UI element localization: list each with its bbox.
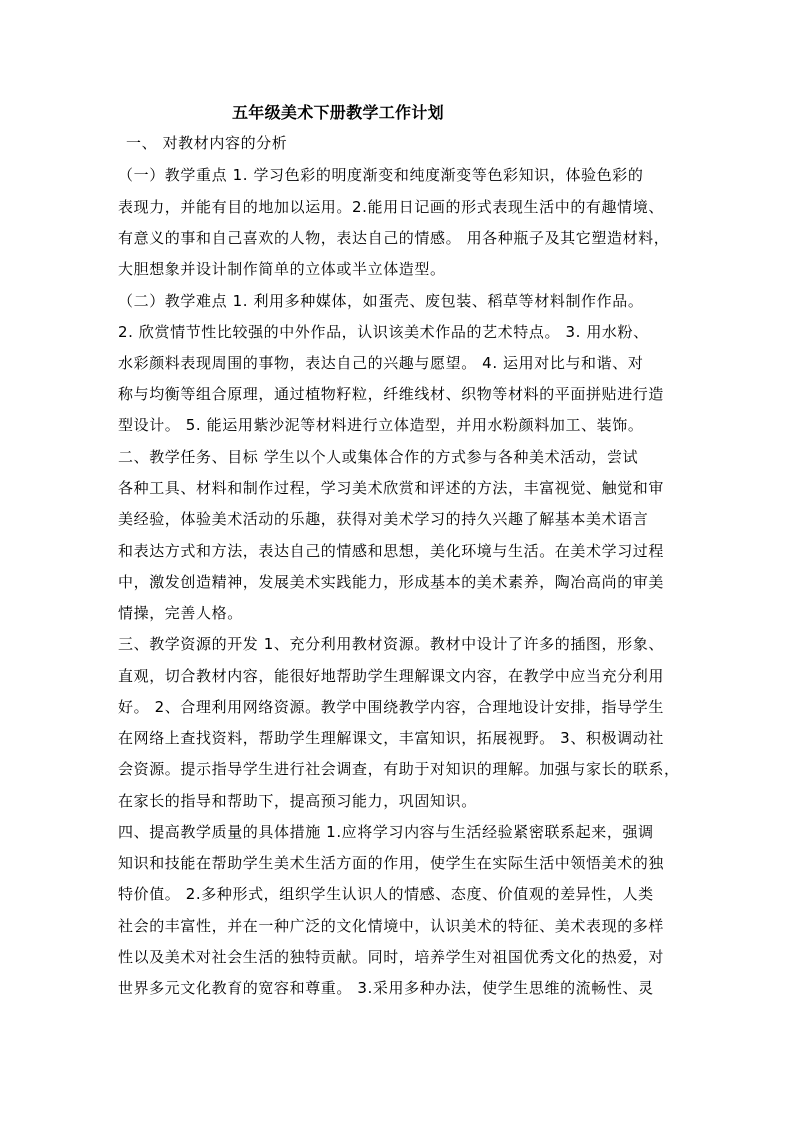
text-line: 和表达方式和方法，表达自己的情感和思想，美化环境与生活。在美术学习过程 <box>118 542 665 560</box>
document-title: 五年级美术下册教学工作计划 <box>232 103 444 122</box>
text-line: 型设计。 5. 能运用紫沙泥等材料进行立体造型，并用水粉颜料加工、装饰。 <box>118 416 644 434</box>
text-line: 性以及美术对社会生活的独特贡献。同时，培养学生对祖国优秀文化的热爱，对 <box>118 948 665 966</box>
text-line: 各种工具、材料和制作过程，学习美术欣赏和评述的方法，丰富视觉、触觉和审 <box>118 479 665 497</box>
text-line: 会资源。提示指导学生进行社会调查，有助于对知识的理解。加强与家长的联系， <box>118 760 680 778</box>
text-line: 情操，完善人格。 <box>118 604 243 622</box>
text-line: 在家长的指导和帮助下，提高预习能力，巩固知识。 <box>118 792 477 810</box>
text-line: 特价值。 2.多种形式，组织学生认识人的情感、态度、价值观的差异性，人类 <box>118 885 654 903</box>
text-line: 大胆想象并设计制作简单的立体或半立体造型。 <box>118 260 446 278</box>
text-line: 三、教学资源的开发 1、充分利用教材资源。教材中设计了许多的插图，形象、 <box>118 635 664 653</box>
text-line: 好。 2、合理利用网络资源。教学中围绕教学内容，合理地设计安排，指导学生 <box>118 698 664 716</box>
text-line: （二）教学难点 1. 利用多种媒体，如蛋壳、废包装、稻草等材料制作作品。 <box>118 292 644 310</box>
text-line: 称与均衡等组合原理，通过植物籽粒，纤维线材、织物等材料的平面拼贴进行造 <box>118 385 665 403</box>
text-line: 表现力，并能有目的地加以运用。2.能用日记画的形式表现生活中的有趣情境、 <box>118 198 664 216</box>
text-line: 世界多元文化教育的宽容和尊重。 3.采用多种办法，使学生思维的流畅性、灵 <box>118 979 654 997</box>
text-line: （一）教学重点 1. 学习色彩的明度渐变和纯度渐变等色彩知识，体验色彩的 <box>118 166 644 184</box>
text-line: 知识和技能在帮助学生美术生活方面的作用，使学生在实际生活中领悟美术的独 <box>118 854 665 872</box>
text-line: 2. 欣赏情节性比较强的中外作品，认识该美术作品的艺术特点。 3. 用水粉、 <box>118 323 649 341</box>
text-line: 中，激发创造精神，发展美术实践能力，形成基本的美术素养，陶冶高尚的审美 <box>118 573 665 591</box>
text-line: 直观，切合教材内容，能很好地帮助学生理解课文内容，在教学中应当充分利用 <box>118 667 665 685</box>
text-line: 有意义的事和自己喜欢的人物，表达自己的情感。 用各种瓶子及其它塑造材料， <box>118 229 670 247</box>
text-line: 美经验，体验美术活动的乐趣，获得对美术学习的持久兴趣了解基本美术语言 <box>118 510 649 528</box>
section-heading-1: 一、 对教材内容的分析 <box>126 134 288 152</box>
text-line: 在网络上查找资料，帮助学生理解课文，丰富知识，拓展视野。 3、积极调动社 <box>118 729 664 747</box>
text-line: 社会的丰富性，并在一种广泛的文化情境中，认识美术的特征、美术表现的多样 <box>118 917 665 935</box>
text-line: 二、教学任务、目标 学生以个人或集体合作的方式参与各种美术活动，尝试 <box>118 448 639 466</box>
text-line: 四、提高教学质量的具体措施 1.应将学习内容与生活经验紧密联系起来，强调 <box>118 823 654 841</box>
text-line: 水彩颜料表现周围的事物，表达自己的兴趣与愿望。 4. 运用对比与和谐、对 <box>118 354 644 372</box>
